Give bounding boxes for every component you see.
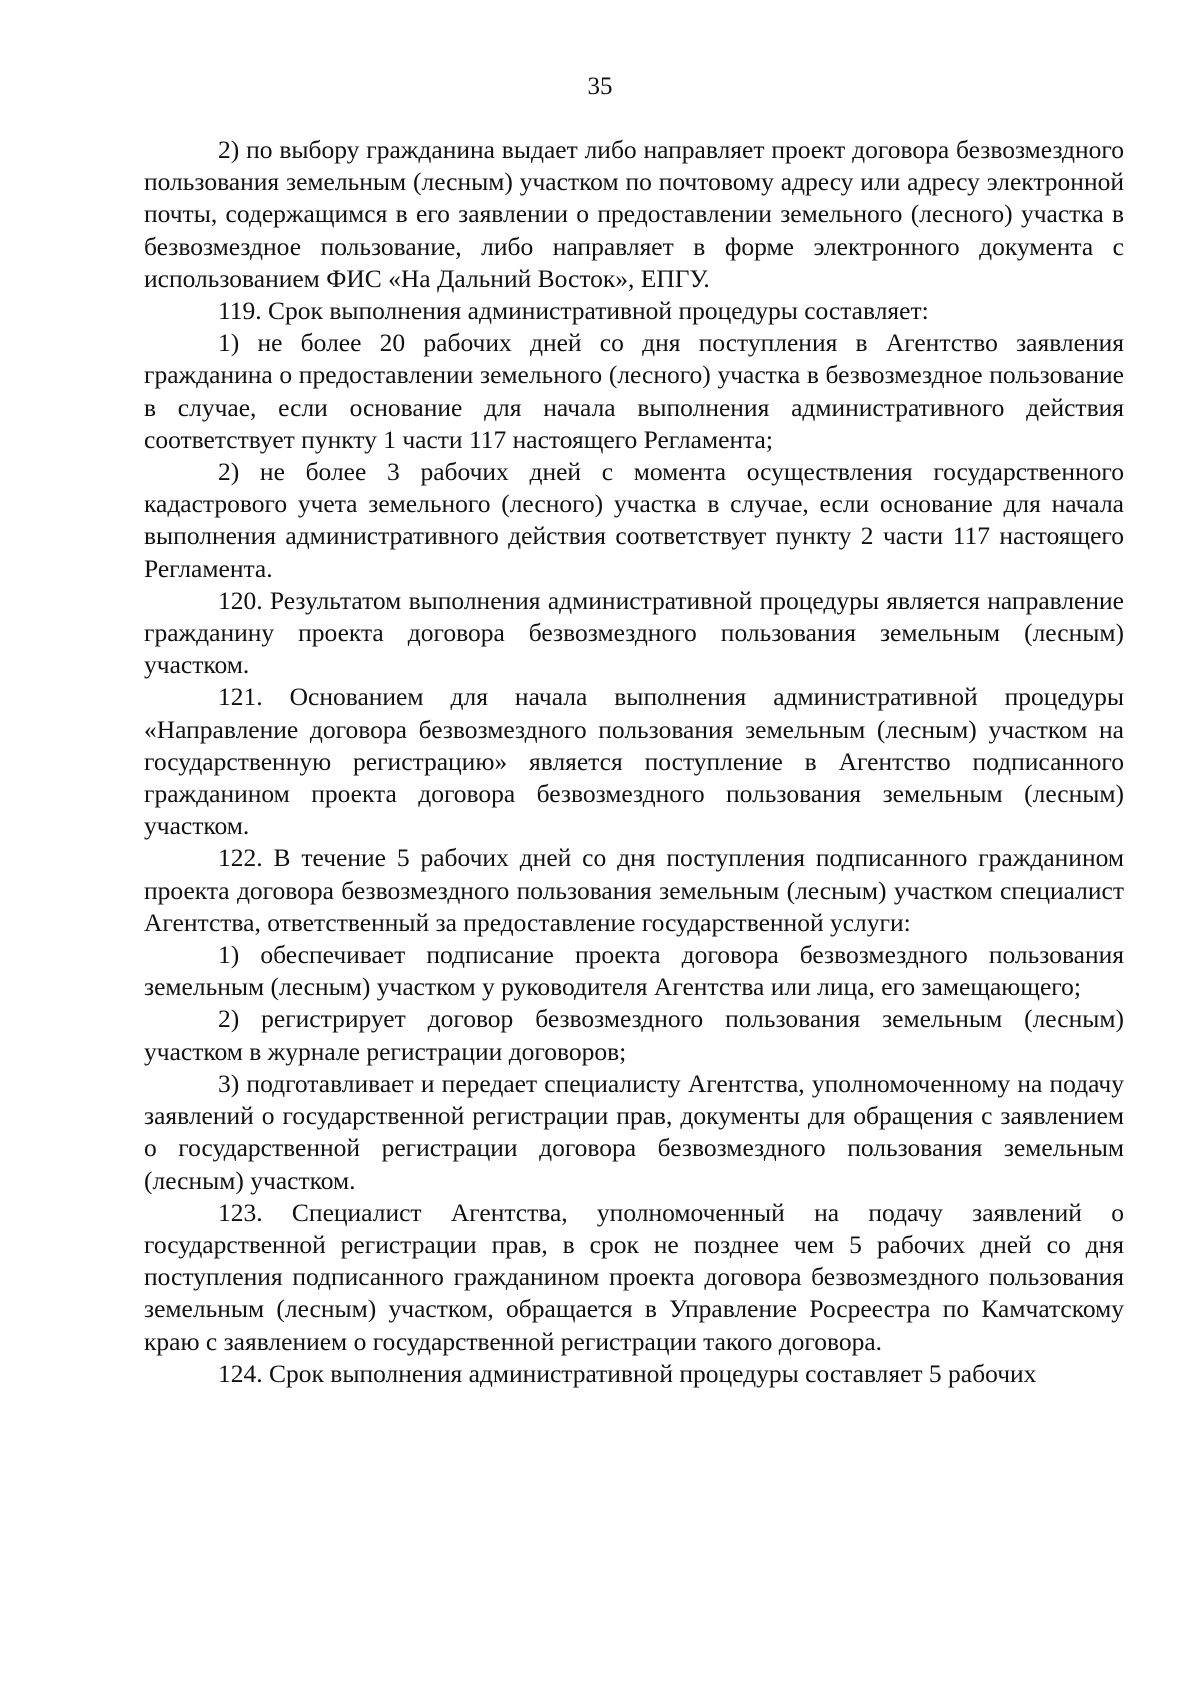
paragraph-122: 122. В течение 5 рабочих дней со дня поступления подписанного гражданином проекта договора безвозмездного пользования земельным (лесным) участком специалист Агентства, ответственный за предоставление государственной услуги: <box>144 843 1124 937</box>
paragraph-119: 119. Срок выполнения административной процедуры составляет: <box>218 296 929 326</box>
paragraph-item-2-delivery: 2) по выбору гражданина выдает либо направляет проект договора безвозмездного пользования земельным (лесным) участком по почтовому адресу или адресу электронной почты, содержащимся в его заявлении о предоставлении земельного (лесного) участка в безвозмездное пользование, либо направляет в форме электронного документа с использованием ФИС «На Дальний Восток», ЕПГУ. <box>144 135 1124 293</box>
paragraph-119-item-1: 1) не более 20 рабочих дней со дня поступления в Агентство заявления гражданина о предоставлении земельного (лесного) участка в безвозмездное пользование в случае, если основание для начала выполнения административного действия соответствует пункту 1 части 117 настоящего Регламента; <box>144 328 1124 454</box>
paragraph-122-item-1: 1) обеспечивает подписание проекта договора безвозмездного пользования земельным (лесным) участком у руководителя Агентства или лица, его замещающего; <box>144 940 1124 1002</box>
paragraph-119-item-2: 2) не более 3 рабочих дней с момента осуществления государственного кадастрового учета земельного (лесного) участка в случае, если основание для начала выполнения административного действия соответствует пункту 2 части 117 настоящего Регламента. <box>144 457 1124 583</box>
paragraph-120: 120. Результатом выполнения административной процедуры является направление гражданину проекта договора безвозмездного пользования земельным (лесным) участком. <box>144 585 1124 680</box>
paragraph-124: 124. Срок выполнения административной процедуры составляет 5 рабочих <box>218 1358 1037 1388</box>
paragraph-121: 121. Основанием для начала выполнения административной процедуры «Направление договора безвозмездного пользования земельным (лесным) участком на государственную регистрацию» является поступление в Агентство подписанного гражданином проекта договора безвозмездного пользования земельным (лесным) участком. <box>144 682 1124 841</box>
paragraph-122-item-3: 3) подготавливает и передает специалисту Агентства, уполномоченному на подачу заявлений о государственной регистрации прав, документы для обращения с заявлением о государственной регистрации договора безвозмездного пользования земельным (лесным) участком. <box>144 1068 1124 1195</box>
document-body <box>144 134 1124 1390</box>
paragraph-123: 123. Специалист Агентства, уполномоченный на подачу заявлений о государственной регистрации прав, в срок не позднее чем 5 рабочих дней со дня поступления подписанного гражданином проекта договора безвозмездного пользования земельным (лесным) участком, обращается в Управление Росреестра по Камчатскому краю с заявлением о государственной регистрации такого договора. <box>144 1197 1124 1356</box>
paragraph-122-item-2: 2) регистрирует договор безвозмездного пользования земельным (лесным) участком в журнале регистрации договоров; <box>144 1004 1124 1066</box>
page-number: 35 <box>587 73 613 100</box>
